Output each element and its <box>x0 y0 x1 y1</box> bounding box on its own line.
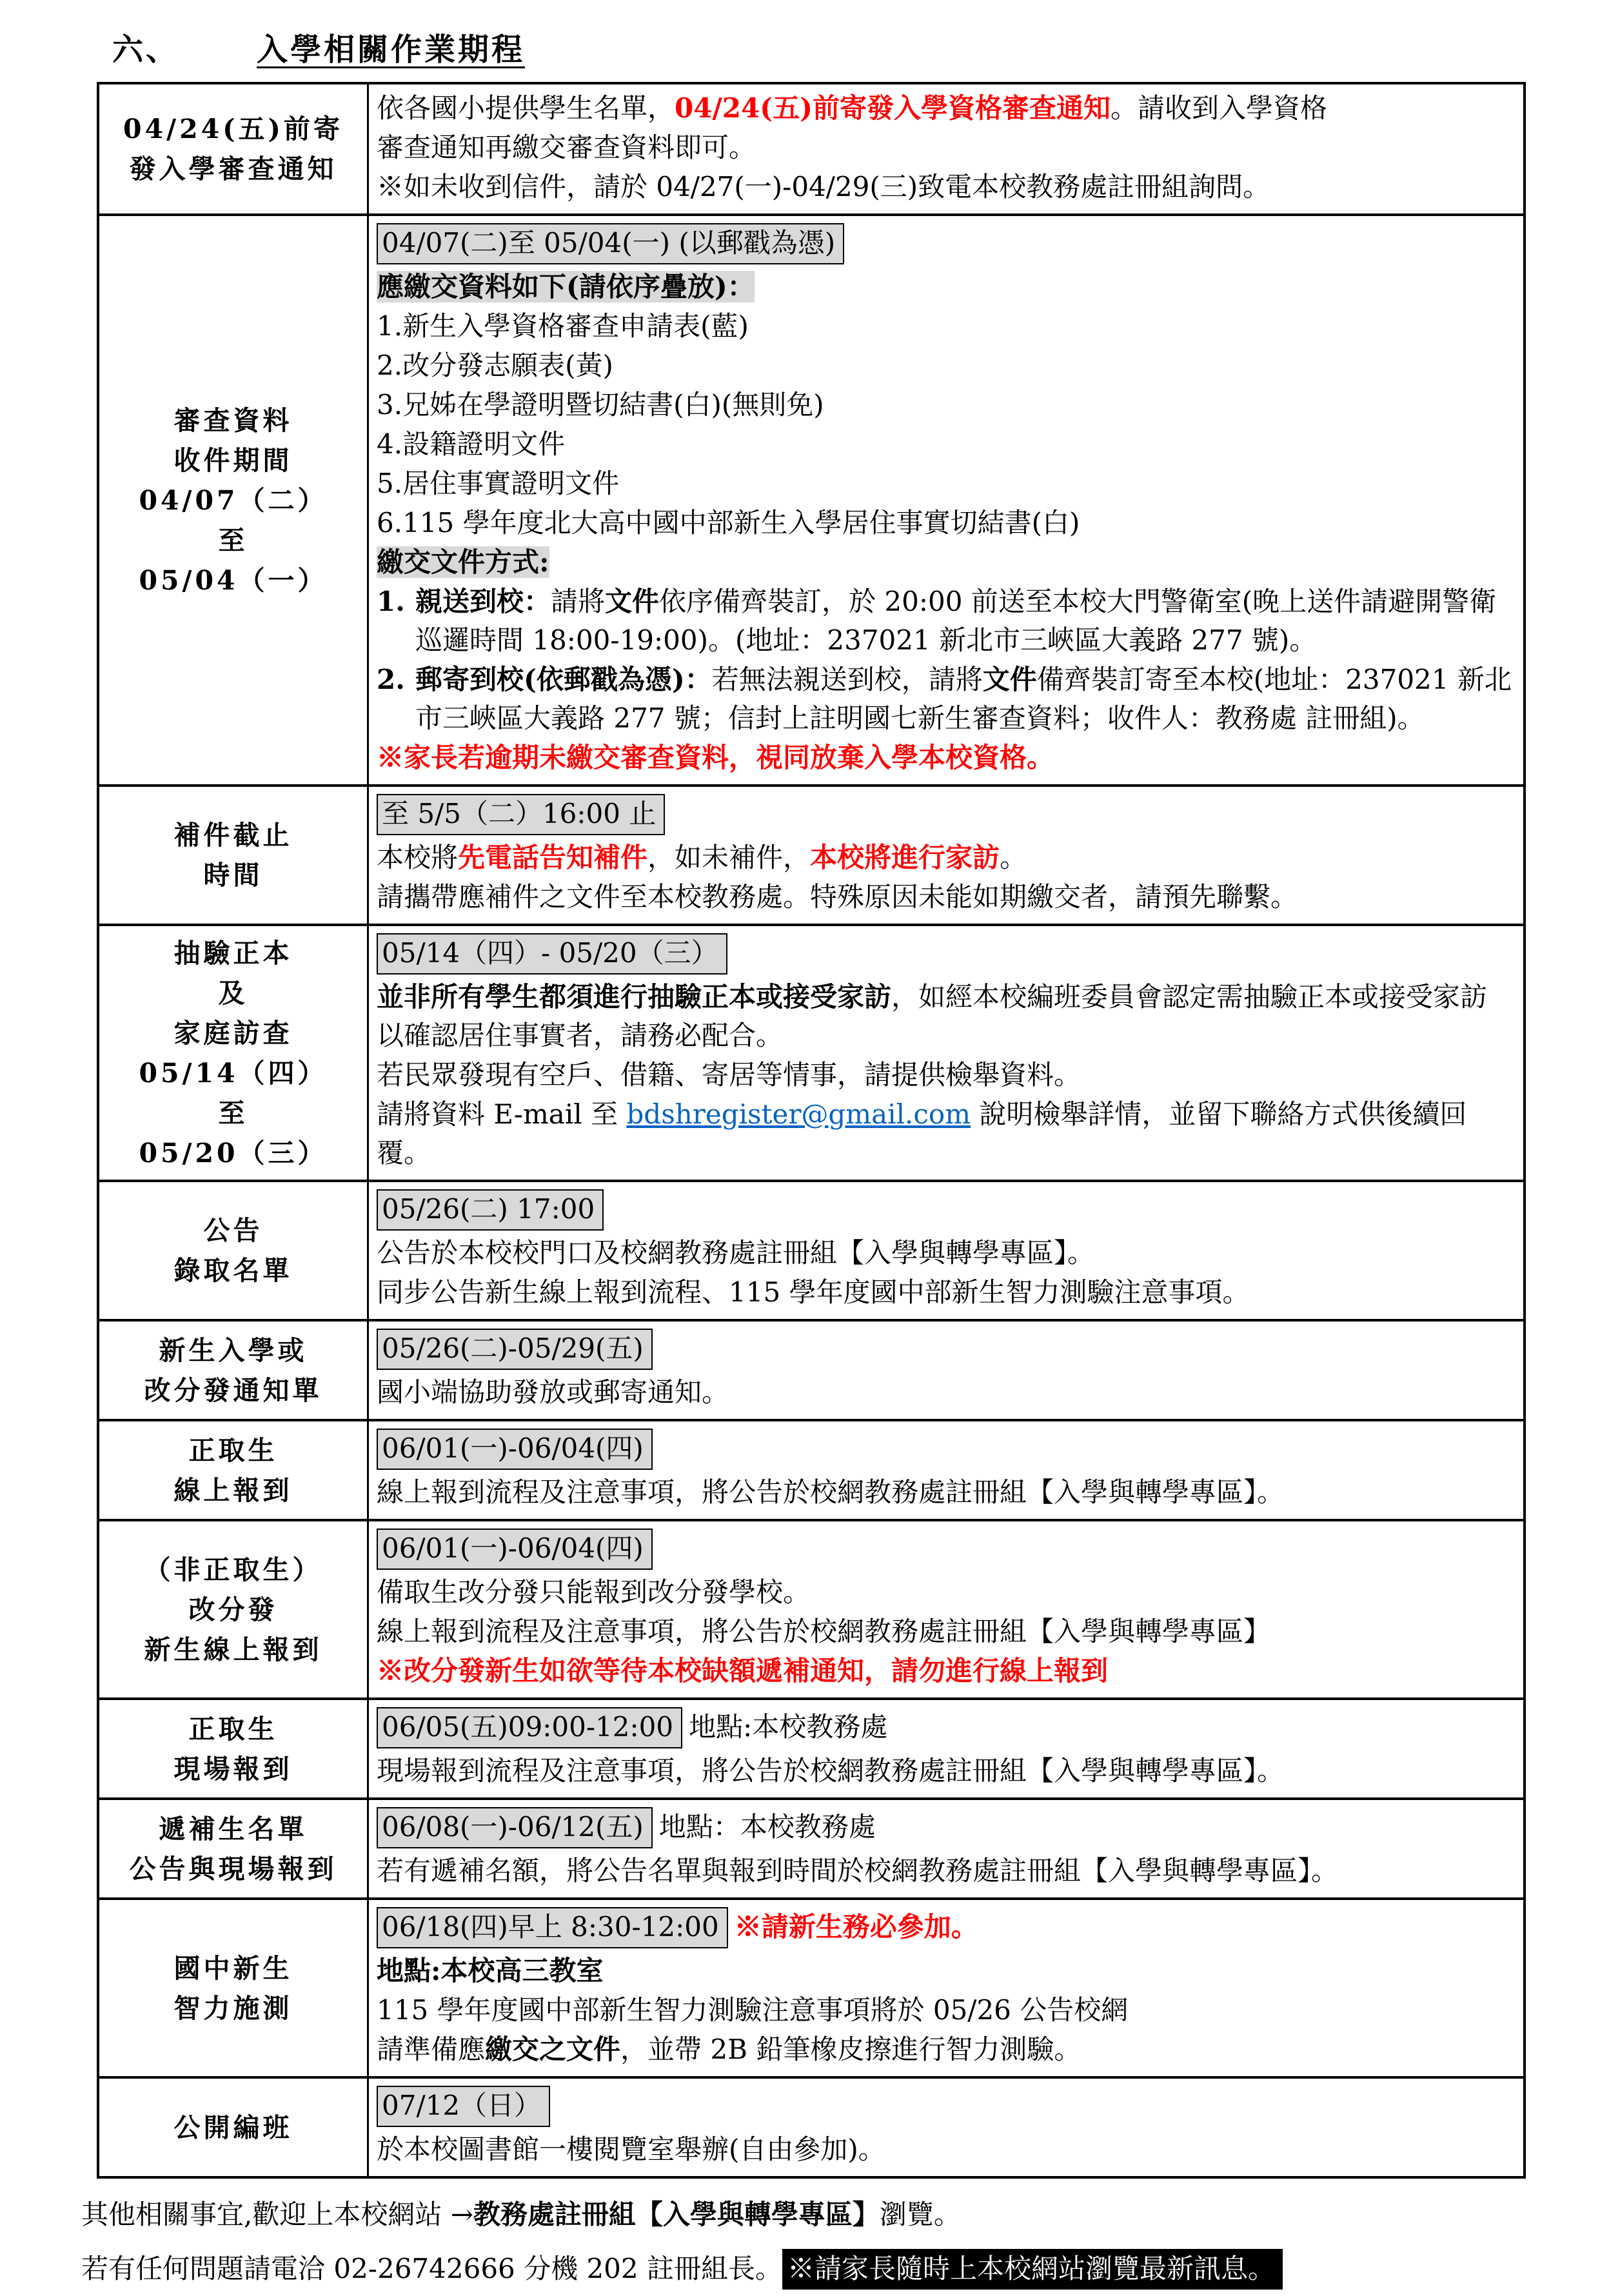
content-line <box>377 128 1513 167</box>
page-title <box>112 25 1600 69</box>
text-segment: 其他相關事宜,歡迎上本校網站 → <box>81 2199 473 2230</box>
content-line <box>377 1905 1513 1951</box>
content-line <box>377 1752 1513 1790</box>
table-row <box>99 1519 1523 1697</box>
date-highlight: 06/01(一)-06/04(四) <box>377 1529 653 1570</box>
text-segment: 於本校圖書館一樓閱覽室舉辦(自由參加)。 <box>377 2133 885 2165</box>
content-line <box>377 978 1513 1055</box>
row-label-line: 抽驗正本 <box>173 937 293 969</box>
text-segment: 若有任何問題請電洽 02-26742666 分機 202 註冊組長。 <box>81 2253 782 2284</box>
content-line <box>377 268 1513 306</box>
content-line <box>377 1234 1513 1272</box>
content-line <box>377 1095 1513 1173</box>
text-segment: 若民眾發現有空戶、借籍、寄居等情事，請提供檢舉資料。 <box>377 1059 1081 1091</box>
row-content <box>369 926 1523 1180</box>
table-row <box>99 2076 1523 2176</box>
red-warning-text: ※改分發新生如欲等待本校缺額遞補通知，請勿進行線上報到 <box>377 1655 1109 1687</box>
table-row <box>99 1319 1523 1419</box>
row-content <box>369 1700 1523 1797</box>
list-item-body <box>415 582 1513 660</box>
text-segment: 依各國小提供學生名單， <box>377 92 675 124</box>
row-label-line: 正取生 <box>188 1434 278 1466</box>
row-content <box>369 1521 1523 1697</box>
content-line <box>377 168 1513 206</box>
table-row <box>99 784 1523 924</box>
text-segment: 6.115 學年度北大高中國中部新生入學居住事實切結書(白) <box>377 507 1080 539</box>
text-segment: 。 <box>1000 842 1027 873</box>
row-label-line: 05/14（四） <box>139 1057 328 1089</box>
row-label-line: 正取生 <box>188 1713 278 1745</box>
text-segment: 請將資料 E-mail 至 <box>377 1098 627 1130</box>
row-label-line: 新生線上報到 <box>144 1634 322 1665</box>
row-content <box>369 1800 1523 1897</box>
row-content <box>369 216 1523 784</box>
bold-text: 文件 <box>982 664 1037 695</box>
row-label-line: 線上報到 <box>173 1474 293 1506</box>
table-row <box>99 1419 1523 1519</box>
table-row <box>99 84 1523 213</box>
text-segment: 請將 <box>551 586 606 617</box>
table-row <box>99 1697 1523 1797</box>
row-content <box>369 1421 1523 1519</box>
row-label <box>99 2079 369 2176</box>
text-segment: 依序備齊裝訂，於 20:00 前送至本校大門警衛室(晚上送件請避開警衛巡邏時間 18:00-19:00)。(地址：237021 新北市三峽區大義路 277 號)。 <box>415 586 1497 656</box>
text-segment: 115 學年度國中部新生智力測驗注意事項將於 05/26 公告校網 <box>377 1994 1129 2026</box>
text-segment: 請攜帶應補件之文件至本校教務處。特殊原因未能如期繳交者，請預先聯繫。 <box>377 881 1298 913</box>
table-row <box>99 213 1523 784</box>
date-highlight: 05/26(二)-05/29(五) <box>377 1329 653 1370</box>
content-line <box>377 1805 1513 1851</box>
red-warning-text: ※請新生務必參加。 <box>734 1911 978 1943</box>
bold-text: 地點:本校高三教室 <box>377 1955 604 1986</box>
content-line <box>377 1612 1513 1651</box>
row-label-line: 05/04（一） <box>139 564 328 596</box>
content-line <box>377 1187 1513 1233</box>
table-row <box>99 1797 1523 1897</box>
list-number: 2. <box>377 664 405 695</box>
content-line <box>377 1373 1513 1412</box>
content-line <box>377 221 1513 267</box>
row-label <box>99 926 369 1180</box>
text-segment: 審查通知再繳交審查資料即可。 <box>377 132 756 163</box>
numbered-content-line <box>377 660 1513 738</box>
row-label-line: 公開編班 <box>173 2112 293 2143</box>
content-line <box>377 878 1513 916</box>
text-segment: ，並帶 2B 鉛筆橡皮擦進行智力測驗。 <box>620 2034 1081 2065</box>
date-highlight: 06/05(五)09:00-12:00 <box>377 1707 682 1748</box>
content-line <box>377 1056 1513 1094</box>
text-segment: 2.改分發志願表(黃) <box>377 350 613 381</box>
content-line <box>377 1705 1513 1751</box>
text-segment: 1.新生入學資格審查申請表(藍) <box>377 310 749 342</box>
text-segment: 5.居住事實證明文件 <box>377 468 620 499</box>
row-label-line: 家庭訪查 <box>173 1017 293 1049</box>
content-line <box>377 307 1513 346</box>
text-segment: 地點：本校教務處 <box>658 1811 876 1843</box>
text-segment: 備取生改分發只能報到改分發學校。 <box>377 1576 811 1608</box>
text-segment: ，如未補件， <box>647 842 811 873</box>
page-footer <box>81 2188 1600 2296</box>
row-label <box>99 1182 369 1319</box>
text-segment: 現場報到流程及注意事項，將公告於校網教務處註冊組【入學與轉學專區】。 <box>377 1755 1285 1786</box>
row-label-line: 公告 <box>203 1215 263 1246</box>
title-text: 入學相關作業期程 <box>257 32 526 68</box>
content-line <box>377 1326 1513 1372</box>
content-line <box>81 2242 1600 2296</box>
table-row <box>99 1897 1523 2076</box>
text-segment: 國小端協助發放或郵寄通知。 <box>377 1376 729 1408</box>
content-line <box>377 89 1513 128</box>
list-item-body <box>415 660 1513 738</box>
content-line <box>377 346 1513 385</box>
row-label <box>99 84 369 213</box>
title-section-number: 六、 <box>112 32 180 68</box>
table-row <box>99 924 1523 1180</box>
date-highlight: 07/12（日） <box>377 2086 550 2127</box>
text-segment: ，如經本校編班委員會認定需抽驗正本或接受家訪以確認居住事實者，請務必配合。 <box>377 981 1488 1051</box>
row-content <box>369 787 1523 924</box>
text-segment: 線上報到流程及注意事項，將公告於校網教務處註冊組【入學與轉學專區】 <box>377 1616 1271 1647</box>
row-label-line: 新生入學或 <box>159 1334 308 1366</box>
red-warning-text: ※家長若逾期未繳交審查資料，視同放棄入學本校資格。 <box>377 742 1054 773</box>
text-segment: 若無法親送到校，請將 <box>711 664 983 695</box>
text-segment: 同步公告新生線上報到流程、115 學年度國中部新生智力測驗注意事項。 <box>377 1276 1250 1308</box>
date-highlight: 05/26(二) 17:00 <box>377 1189 604 1231</box>
row-label-line: 遞補生名單 <box>159 1813 308 1845</box>
content-line <box>377 464 1513 503</box>
row-label-line: 錄取名單 <box>173 1255 293 1286</box>
text-segment: 4.設籍證明文件 <box>377 428 566 460</box>
row-label-line: （非正取生） <box>144 1554 322 1585</box>
email-link[interactable]: bdshregister@gmail.com <box>626 1098 971 1130</box>
text-segment: 3.兄姊在學證明暨切結書(白)(無則免) <box>377 389 824 421</box>
text-segment: 說明檢舉詳情，並留下聯絡方式供後續回覆。 <box>377 1098 1467 1169</box>
row-label-line: 04/24(五)前寄 <box>123 114 343 144</box>
table-row <box>99 1180 1523 1319</box>
text-segment: 。請收到入學資格 <box>1111 92 1328 124</box>
content-line <box>377 2130 1513 2169</box>
content-line <box>377 1526 1513 1572</box>
content-line <box>377 1573 1513 1612</box>
date-highlight: 06/01(一)-06/04(四) <box>377 1429 653 1470</box>
text-segment: 公告於本校校門口及校網教務處註冊組【入學與轉學專區】。 <box>377 1237 1095 1269</box>
bold-text: 並非所有學生都須進行抽驗正本或接受家訪 <box>377 981 892 1013</box>
row-content <box>369 1321 1523 1419</box>
content-line <box>377 1426 1513 1472</box>
highlighted-heading: 應繳交資料如下(請依序疊放)： <box>377 271 755 302</box>
content-line <box>377 791 1513 838</box>
text-segment: 備齊裝訂寄至本校(地址：237021 新北市三峽區大義路 277 號；信封上註明國七新生審查資料；收件人：教務處 註冊組)。 <box>415 664 1512 734</box>
content-line <box>377 1952 1513 1990</box>
date-highlight: 05/14（四）- 05/20（三） <box>377 933 727 975</box>
text-segment: ※如未收到信件，請於 04/27(一)-04/29(三)致電本校教務處註冊組詢問。 <box>377 171 1270 203</box>
content-line <box>81 2188 1600 2242</box>
row-content <box>369 1182 1523 1319</box>
content-line <box>377 386 1513 424</box>
list-number: 1. <box>377 586 405 617</box>
text-segment: 線上報到流程及注意事項，將公告於校網教務處註冊組【入學與轉學專區】。 <box>377 1476 1285 1508</box>
row-label <box>99 1421 369 1519</box>
row-label <box>99 1521 369 1697</box>
date-highlight: 06/18(四)早上 8:30-12:00 <box>377 1907 728 1948</box>
row-label-line: 智力施測 <box>173 1992 293 2024</box>
content-line <box>377 738 1513 777</box>
bold-text: 郵寄到校(依郵戳為憑)： <box>415 664 712 695</box>
text-segment: 地點:本校教務處 <box>689 1711 888 1743</box>
row-label-line: 公告與現場報到 <box>129 1853 337 1885</box>
row-label-line: 審查資料 <box>173 404 293 436</box>
row-label-line: 至 <box>218 1097 248 1129</box>
content-line <box>377 2083 1513 2130</box>
bold-text: 繳交之文件 <box>485 2034 621 2065</box>
date-highlight: 04/07(二)至 05/04(一) (以郵戳為憑) <box>377 223 844 264</box>
inverted-notice: ※請家長隨時上本校網站瀏覽最新訊息。 <box>782 2249 1283 2290</box>
content-line <box>377 504 1513 542</box>
red-warning-text: 先電話告知補件 <box>458 842 648 873</box>
row-label-line: 時間 <box>203 860 263 891</box>
row-label-line: 改分發 <box>188 1594 278 1625</box>
numbered-content-line <box>377 582 1513 660</box>
row-label-line: 國中新生 <box>173 1952 293 1984</box>
row-content <box>369 84 1523 213</box>
content-line <box>377 1652 1513 1690</box>
row-label <box>99 1900 369 2076</box>
bold-text: 文件 <box>605 586 660 617</box>
row-content <box>369 2079 1523 2176</box>
highlighted-heading: 繳交文件方式: <box>377 546 549 578</box>
text-segment: 請準備應 <box>377 2034 486 2065</box>
date-highlight: 至 5/5（二）16:00 止 <box>377 794 665 835</box>
text-segment: 本校將 <box>377 842 459 873</box>
schedule-table <box>97 82 1526 2179</box>
content-line <box>377 838 1513 877</box>
content-line <box>377 1852 1513 1890</box>
content-line <box>377 425 1513 464</box>
row-label <box>99 1800 369 1897</box>
content-line <box>377 2030 1513 2069</box>
row-label <box>99 1700 369 1797</box>
row-label-line: 至 <box>218 524 248 556</box>
bold-text: 教務處註冊組【入學與轉學專區】 <box>473 2199 880 2230</box>
content-line <box>377 543 1513 582</box>
row-label-line: 改分發通知單 <box>144 1374 322 1406</box>
row-label <box>99 787 369 924</box>
row-label-line: 補件截止 <box>173 820 293 851</box>
red-warning-text: 本校將進行家訪 <box>810 842 1000 873</box>
text-segment: 若有遞補名額，將公告名單與報到時間於校網教務處註冊組【入學與轉學專區】。 <box>377 1855 1339 1886</box>
row-content <box>369 1900 1523 2076</box>
row-label-line: 及 <box>218 977 248 1009</box>
bold-text: 親送到校： <box>415 586 551 617</box>
row-label <box>99 216 369 784</box>
red-warning-text: 04/24(五)前寄發入學資格審查通知 <box>675 92 1111 124</box>
content-line <box>377 1991 1513 2030</box>
content-line <box>377 1273 1513 1312</box>
text-segment: 瀏覽。 <box>879 2199 961 2230</box>
row-label-line: 收件期間 <box>173 444 293 476</box>
content-line <box>377 931 1513 977</box>
row-label-line: 04/07（二） <box>139 484 328 516</box>
content-line <box>377 1473 1513 1512</box>
row-label-line: 05/20（三） <box>139 1137 328 1169</box>
row-label-line: 發入學審查通知 <box>129 153 337 184</box>
date-highlight: 06/08(一)-06/12(五) <box>377 1807 653 1848</box>
row-label <box>99 1321 369 1419</box>
row-label-line: 現場報到 <box>173 1753 293 1785</box>
